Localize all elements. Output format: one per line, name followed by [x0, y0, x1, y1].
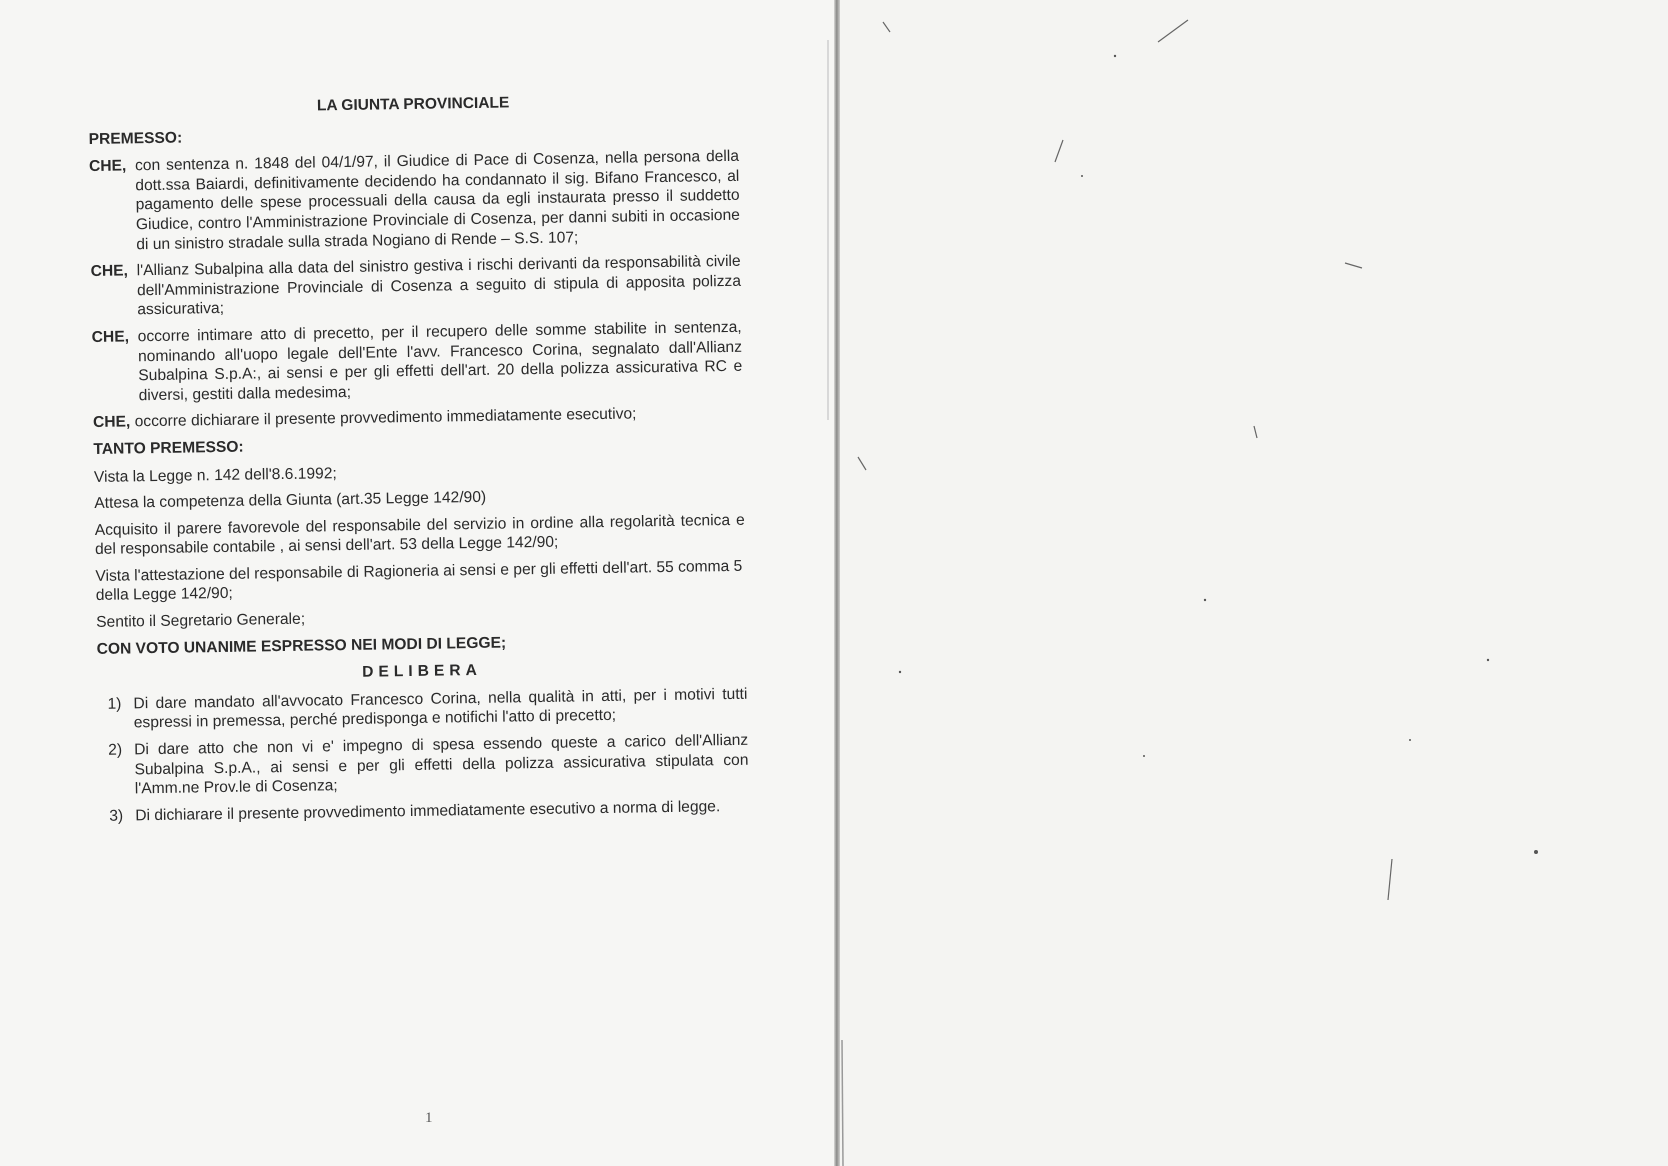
item-number: 2): [108, 741, 123, 759]
item-number: 3): [109, 807, 124, 825]
scan-mark: [842, 1040, 843, 1166]
item-number: 1): [107, 695, 122, 713]
che-paragraph: [91, 252, 742, 321]
item-text: Di dichiarare il presente provvedimento immediatamente esecutivo a norma di legge.: [135, 797, 721, 825]
scan-dot: [1081, 175, 1083, 177]
vote-heading: CON VOTO UNANIME ESPRESSO NEI MODI DI LEGGE;: [96, 634, 507, 658]
scan-mark: [1055, 140, 1063, 162]
scan-mark: [1158, 20, 1188, 42]
consideration: Attesa la competenza della Giunta (art.35 Legge 142/90): [94, 488, 487, 513]
scan-dot: [899, 671, 901, 673]
delibera-item: [107, 685, 748, 734]
delibera-heading: DELIBERA: [362, 662, 483, 682]
che-paragraph: [89, 147, 740, 255]
scan-mark: [1388, 859, 1392, 900]
document-title: LA GIUNTA PROVINCIALE: [316, 94, 510, 115]
item-text: Di dare atto che non vi e' impegno di spesa essendo queste a carico dell'Allianz Subalpina S.p.A., ai sensi e per gli effetti della polizza assicurativa stipulata con l'Amm.ne Prov.le di Cosenza;: [134, 731, 749, 798]
che-text: occorre dichiarare il presente provvedimento immediatamente esecutivo;: [134, 405, 637, 431]
scan-dot: [1143, 755, 1145, 757]
scan-dot: [1114, 55, 1116, 57]
scan-dot: [1534, 850, 1538, 854]
delibera-item: [108, 731, 749, 800]
scan-dot: [1487, 659, 1489, 661]
delibera-item: [109, 797, 749, 827]
che-paragraph: [92, 318, 743, 407]
che-text: con sentenza n. 1848 del 04/1/97, il Giudice di Pace di Cosenza, nella persona della dott.ssa Baiardi, definitivamente decidendo ha condannato il sig. Bifano Francesco, al pagamento delle spese processuali della causa da egli instaurata presso il suddetto Giudice, contro l'Amministrazione Provinciale di Cosenza, per danni subiti in occasione di un sinistro stradale sulla strada Nogiano di Rende – S.S. 107;: [134, 147, 741, 253]
page-number: 1: [425, 1110, 433, 1126]
scan-dot: [1409, 739, 1411, 741]
consideration: Vista la Legge n. 142 dell'8.6.1992;: [93, 464, 337, 486]
che-label: CHE,: [91, 328, 130, 346]
che-text: occorre intimare atto di precetto, per il recupero delle somme stabilite in sentenza, nominando all'uopo legale dell'Ente l'avv. Francesco Corina, segnalato dall'Allianz Subalpina S.p.A:, ai sensi e per gli effetti dell'art. 20 della polizza assicurativa RC e diversi, gestiti dalla medesima;: [137, 318, 743, 404]
scan-mark: [883, 22, 890, 32]
premesso-heading: PREMESSO:: [88, 129, 183, 148]
consideration: Vista l'attestazione del responsabile di Ragioneria ai sensi e per gli effetti dell'art. 55 comma 5 della Legge 142/90;: [95, 557, 743, 605]
scan-mark: [858, 457, 866, 470]
deliberation-text: [88, 90, 749, 834]
che-label: CHE,: [88, 157, 127, 176]
che-label: CHE,: [90, 262, 129, 281]
consideration: Acquisito il parere favorevole del responsabile del servizio in ordine alla regolarità tecnica e del responsabile contabile , ai sensi dell'art. 53 della Legge 142/90;: [94, 511, 745, 559]
scan-mark: [1345, 263, 1362, 268]
che-label: CHE,: [92, 413, 131, 432]
scan-dot: [1204, 599, 1206, 601]
che-last-paragraph: [93, 403, 743, 433]
scan-mark: [1254, 426, 1257, 438]
tanto-premesso-heading: TANTO PREMESSO:: [93, 438, 244, 458]
item-text: Di dare mandato all'avvocato Francesco Corina, nella qualità in atti, per i motivi tutti espressi in premessa, perché predisponga e notifichi l'atto di precetto;: [133, 685, 748, 732]
consideration: Sentito il Segretario Generale;: [96, 610, 306, 631]
che-text: l'Allianz Subalpina alla data del sinistro gestiva i rischi derivanti da responsabilità civile dell'Amministrazione Provinciale di Cosenza a seguito di stipula di apposita polizza assicurativa;: [136, 252, 742, 319]
